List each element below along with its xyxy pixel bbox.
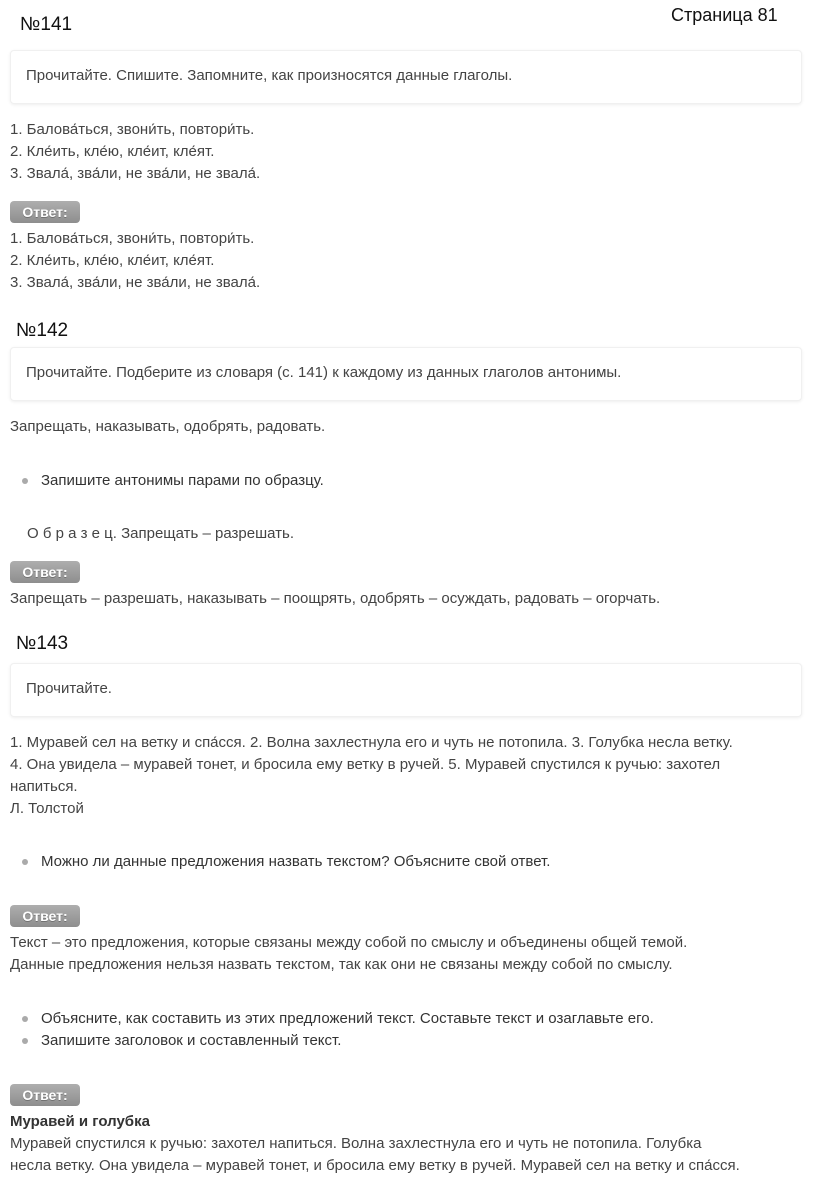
exercise-142-words: Запрещать, наказывать, одобрять, радовать. [10, 418, 326, 435]
answer-badge: Ответ: [10, 561, 80, 583]
exercise-143-task-box [10, 663, 802, 717]
answer-badge: Ответ: [10, 1084, 80, 1106]
exercise-143-answer-line: несла ветку. Она увидела – муравей тонет, и бросила ему ветку в ручей. Муравей сел на ветку и спа́сся. [10, 1157, 740, 1174]
exercise-143-line: 1. Муравей сел на ветку и спа́сся. 2. Волна захлестнула его и чуть не потопила. 3. Голубка несла ветку. [10, 734, 733, 751]
page-number: Страница 81 [671, 5, 778, 25]
exercise-141-answer-line: 2. Кле́ить, кле́ю, кле́ит, кле́ят. [10, 252, 215, 269]
exercise-143-answer-line: Муравей спустился к ручью: захотел напиться. Волна захлестнула его и чуть не потопила. Голубка [10, 1135, 702, 1152]
exercise-143-author: Л. Толстой [10, 800, 84, 817]
bullet-dot-icon [22, 1038, 28, 1044]
answer-badge: Ответ: [10, 201, 80, 223]
exercise-141-line: 2. Кле́ить, кле́ю, кле́ит, кле́ят. [10, 143, 215, 160]
exercise-141-task-text: Прочитайте. Спишите. Запомните, как произносятся данные глаголы. [26, 67, 513, 84]
exercise-143-title: №143 [16, 633, 69, 654]
exercise-143-line: напиться. [10, 778, 78, 795]
bullet-dot-icon [22, 859, 28, 865]
exercise-142-task-box [10, 347, 802, 401]
exercise-143-line: 4. Она увидела – муравей тонет, и бросила ему ветку в ручей. 5. Муравей спустился к ручью: захотел [10, 756, 721, 773]
exercise-143-task-text: Прочитайте. [26, 680, 112, 697]
exercise-142-answer-line: Запрещать – разрешать, наказывать – поощрять, одобрять – осуждать, радовать – огорчать. [10, 590, 661, 607]
answer-badge: Ответ: [10, 905, 80, 927]
bullet-dot-icon [22, 1016, 28, 1022]
exercise-142-title: №142 [16, 320, 69, 341]
exercise-141-task-box [10, 50, 802, 104]
bullet-dot-icon [22, 478, 28, 484]
exercise-141-line: 3. Звала́, зва́ли, не зва́ли, не звала́. [10, 165, 261, 182]
exercise-141-line: 1. Балова́ться, звони́ть, повтори́ть. [10, 121, 255, 138]
exercise-143-answer-line: Данные предложения нельзя назвать текстом, так как они не связаны между собой по смыслу. [10, 956, 673, 973]
exercise-143-answer-title: Муравей и голубка [10, 1113, 150, 1130]
exercise-141-answer-line: 3. Звала́, зва́ли, не зва́ли, не звала́. [10, 274, 261, 291]
exercise-142-sample: О б р а з е ц. Запрещать – разрешать. [27, 525, 294, 542]
exercise-142-task-text: Прочитайте. Подберите из словаря (с. 141) к каждому из данных глаголов антонимы. [26, 364, 622, 381]
exercise-143-answer-line: Текст – это предложения, которые связаны между собой по смыслу и объединены общей темой. [10, 934, 688, 951]
exercise-141-answer-line: 1. Балова́ться, звони́ть, повтори́ть. [10, 230, 255, 247]
exercise-141-title: №141 [20, 14, 73, 35]
